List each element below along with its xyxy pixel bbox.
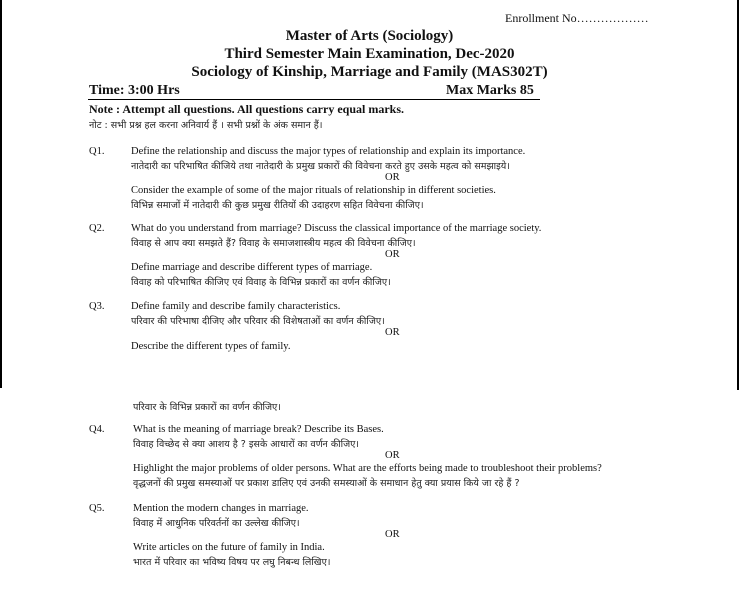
max-marks: Max Marks 85: [446, 83, 534, 98]
note-english: Note : Attempt all questions. All questions carry equal marks.: [89, 102, 404, 116]
question-number: Q3.: [89, 301, 105, 312]
or-separator: OR: [385, 529, 400, 540]
q1-part-b-hindi: विभिन्न समाजों में नातेदारी की कुछ प्रमुख रीतियों की उदाहरण सहित विवेचना कीजिए।: [131, 200, 424, 211]
q2-part-a-english: What do you understand from marriage? Discuss the classical importance of the marriage society.: [131, 223, 542, 234]
q4-part-a-english: What is the meaning of marriage break? Describe its Bases.: [133, 424, 384, 435]
q5-part-b-hindi: भारत में परिवार का भविष्य विषय पर लघु निबन्ध लिखिए।: [133, 557, 331, 568]
question-number: Q2.: [89, 223, 105, 234]
q4-part-b-hindi: वृद्धजनों की प्रमुख समस्याओं पर प्रकाश डालिए एवं उनकी समस्याओं के समाधान हेतु क्या प्रयास किये जा रहे हैं ?: [133, 478, 520, 489]
q3-part-a-hindi: परिवार की परिभाषा दीजिए और परिवार की विशेषताओं का वर्णन कीजिए।: [131, 316, 385, 327]
q2-part-a-hindi: विवाह से आप क्या समझते हैं? विवाह के समाजशास्त्रीय महत्व की विवेचना कीजिए।: [131, 238, 416, 249]
q3-part-b-english: Describe the different types of family.: [131, 341, 291, 352]
or-separator: OR: [385, 327, 400, 338]
exam-title: Third Semester Main Examination, Dec-2020: [224, 46, 515, 62]
q4-part-b-english: Highlight the major problems of older persons. What are the efforts being made to troubleshoot their problems?: [133, 463, 602, 474]
q3-part-a-english: Define family and describe family characteristics.: [131, 301, 341, 312]
q5-part-a-hindi: विवाह में आधुनिक परिवर्तनों का उल्लेख कीजिए।: [133, 518, 300, 529]
paper-title: Sociology of Kinship, Marriage and Family (MAS302T): [191, 64, 548, 80]
q1-part-b-english: Consider the example of some of the major rituals of relationship in different societies.: [131, 185, 496, 196]
or-separator: OR: [385, 249, 400, 260]
q5-part-b-english: Write articles on the future of family in India.: [133, 542, 325, 553]
or-separator: OR: [385, 450, 400, 461]
q4-part-a-hindi: विवाह विच्छेद से क्या आशय है ? इसके आधारों का वर्णन कीजिए।: [133, 439, 359, 450]
course-title: Master of Arts (Sociology): [285, 28, 454, 44]
q1-part-a-hindi: नातेदारी का परिभाषित कीजिये तथा नातेदारी के प्रमुख प्रकारों की विवेचना करते हुए उसके महत्व को समझाइये।: [131, 161, 510, 172]
q5-part-a-english: Mention the modern changes in marriage.: [133, 503, 309, 514]
q2-part-b-english: Define marriage and describe different types of marriage.: [131, 262, 373, 273]
question-number: Q1.: [89, 146, 105, 157]
q3-part-b-hindi: परिवार के विभिन्न प्रकारों का वर्णन कीजिए।: [133, 402, 281, 413]
q1-part-a-english: Define the relationship and discuss the major types of relationship and explain its importance.: [131, 146, 526, 157]
question-number: Q4.: [89, 424, 105, 435]
header-rule: [88, 99, 540, 100]
enrollment-number: Enrollment No………………: [505, 11, 649, 25]
or-separator: OR: [385, 172, 400, 183]
note-hindi: नोट : सभी प्रश्न हल करना अनिवार्य हैं । सभी प्रश्नों के अंक समान हैं।: [89, 120, 323, 131]
exam-time: Time: 3:00 Hrs: [89, 83, 180, 98]
question-number: Q5.: [89, 503, 105, 514]
q2-part-b-hindi: विवाह को परिभाषित कीजिए एवं विवाह के विभिन्न प्रकारों का वर्णन कीजिए।: [131, 277, 391, 288]
